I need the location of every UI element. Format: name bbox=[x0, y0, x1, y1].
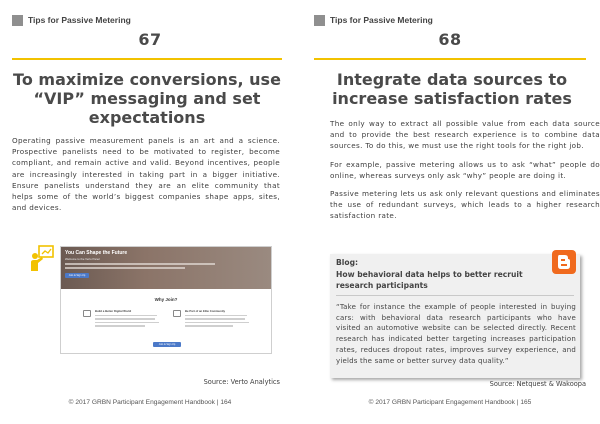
blog-title: How behavioral data helps to better recruit research participants bbox=[336, 270, 523, 290]
body-paragraph: The only way to extract all possible value from each data source and to provide the best research experience is to combine data sources. To do this, we must use the right tools for the right job. bbox=[330, 119, 600, 151]
screenshot-column-heading: Be Part of an Elite Community bbox=[185, 309, 226, 313]
teacher-icon bbox=[30, 244, 54, 272]
accent-rule bbox=[12, 58, 282, 60]
left-page-header bbox=[12, 14, 131, 26]
page-footer: © 2017 GRBN Participant Engagement Handbook | 165 bbox=[368, 399, 532, 406]
blog-quote: “Take for instance the example of people interested in buying cars: with behavioral data research participants who have visited an automotive website can be selected directly. Recent research has indicated better targeting increases participation rates, reduces dropout rates, improves survey experience, and yields the same or better survey data quality.” bbox=[336, 303, 576, 365]
body-paragraph: Passive metering lets us ask only relevant questions and eliminates the use of redundant surveys, which leads to a higher research satisfaction rate. bbox=[330, 189, 600, 221]
screenshot-join-button-2: Join & Sign Up bbox=[153, 342, 181, 347]
blog-label: Blog: bbox=[336, 258, 359, 267]
page-number: 67 bbox=[138, 30, 162, 49]
header-square-icon bbox=[12, 15, 23, 26]
page-title: To maximize conversions, use “VIP” messaging and set expectations bbox=[13, 70, 281, 127]
screenshot-text-line bbox=[95, 322, 159, 323]
screenshot-text-line bbox=[95, 325, 145, 326]
body-text: Operating passive measurement panels is an art and a science. Prospective panelists need to be motivated to register, become compliant, and remain active and valid. Beyond incentives, people are increasingly interested in taking part in a bigger initiative. Ensure panelists understand they are an elite community that helps some of the world’s biggest companies shape apps, sites, and devices. bbox=[12, 136, 280, 213]
screenshot-banner-title: You Can Shape the Future bbox=[65, 250, 128, 256]
blogger-icon bbox=[552, 250, 576, 274]
screenshot-text-line bbox=[65, 267, 185, 269]
right-page-header bbox=[314, 14, 433, 26]
screenshot-text-line bbox=[185, 325, 233, 326]
source-caption: Source: Netquest & Wakoopa bbox=[489, 380, 586, 388]
blog-callout bbox=[330, 254, 580, 378]
blog-divider bbox=[336, 295, 574, 296]
screenshot-column-heading: Build a Better Digital World bbox=[95, 309, 132, 313]
page-number: 68 bbox=[438, 30, 462, 49]
header-text: Tips for Passive Metering bbox=[330, 15, 433, 25]
screenshot-join-button: Join & Sign Up bbox=[65, 273, 89, 278]
screenshot-icon bbox=[173, 310, 181, 317]
screenshot-text-line bbox=[185, 315, 247, 316]
screenshot-banner-subtitle: Welcome to the Verto Panel bbox=[65, 257, 100, 261]
screenshot-why-heading: Why Join? bbox=[154, 297, 178, 302]
screenshot-text-line bbox=[95, 315, 157, 316]
header-square-icon bbox=[314, 15, 325, 26]
accent-rule bbox=[314, 58, 586, 60]
screenshot-column bbox=[95, 309, 165, 327]
screenshot-text-line bbox=[185, 318, 245, 319]
page-footer: © 2017 GRBN Participant Engagement Handbook | 164 bbox=[68, 399, 232, 406]
right-page bbox=[300, 0, 600, 424]
website-screenshot bbox=[60, 246, 272, 354]
screenshot-column bbox=[185, 309, 255, 327]
source-caption: Source: Verto Analytics bbox=[203, 378, 280, 386]
screenshot-banner bbox=[61, 247, 271, 289]
page-title: Integrate data sources to increase satisfaction rates bbox=[332, 70, 572, 108]
screenshot-text-line bbox=[65, 263, 215, 265]
screenshot-icon bbox=[83, 310, 91, 317]
body-text bbox=[330, 118, 600, 229]
body-paragraph: For example, passive metering allows us to ask “what” people do online, whereas surveys only ask “why” people are doing it. bbox=[330, 159, 600, 180]
header-text: Tips for Passive Metering bbox=[28, 15, 131, 25]
screenshot-text-line bbox=[185, 322, 249, 323]
screenshot-text-line bbox=[95, 318, 155, 319]
